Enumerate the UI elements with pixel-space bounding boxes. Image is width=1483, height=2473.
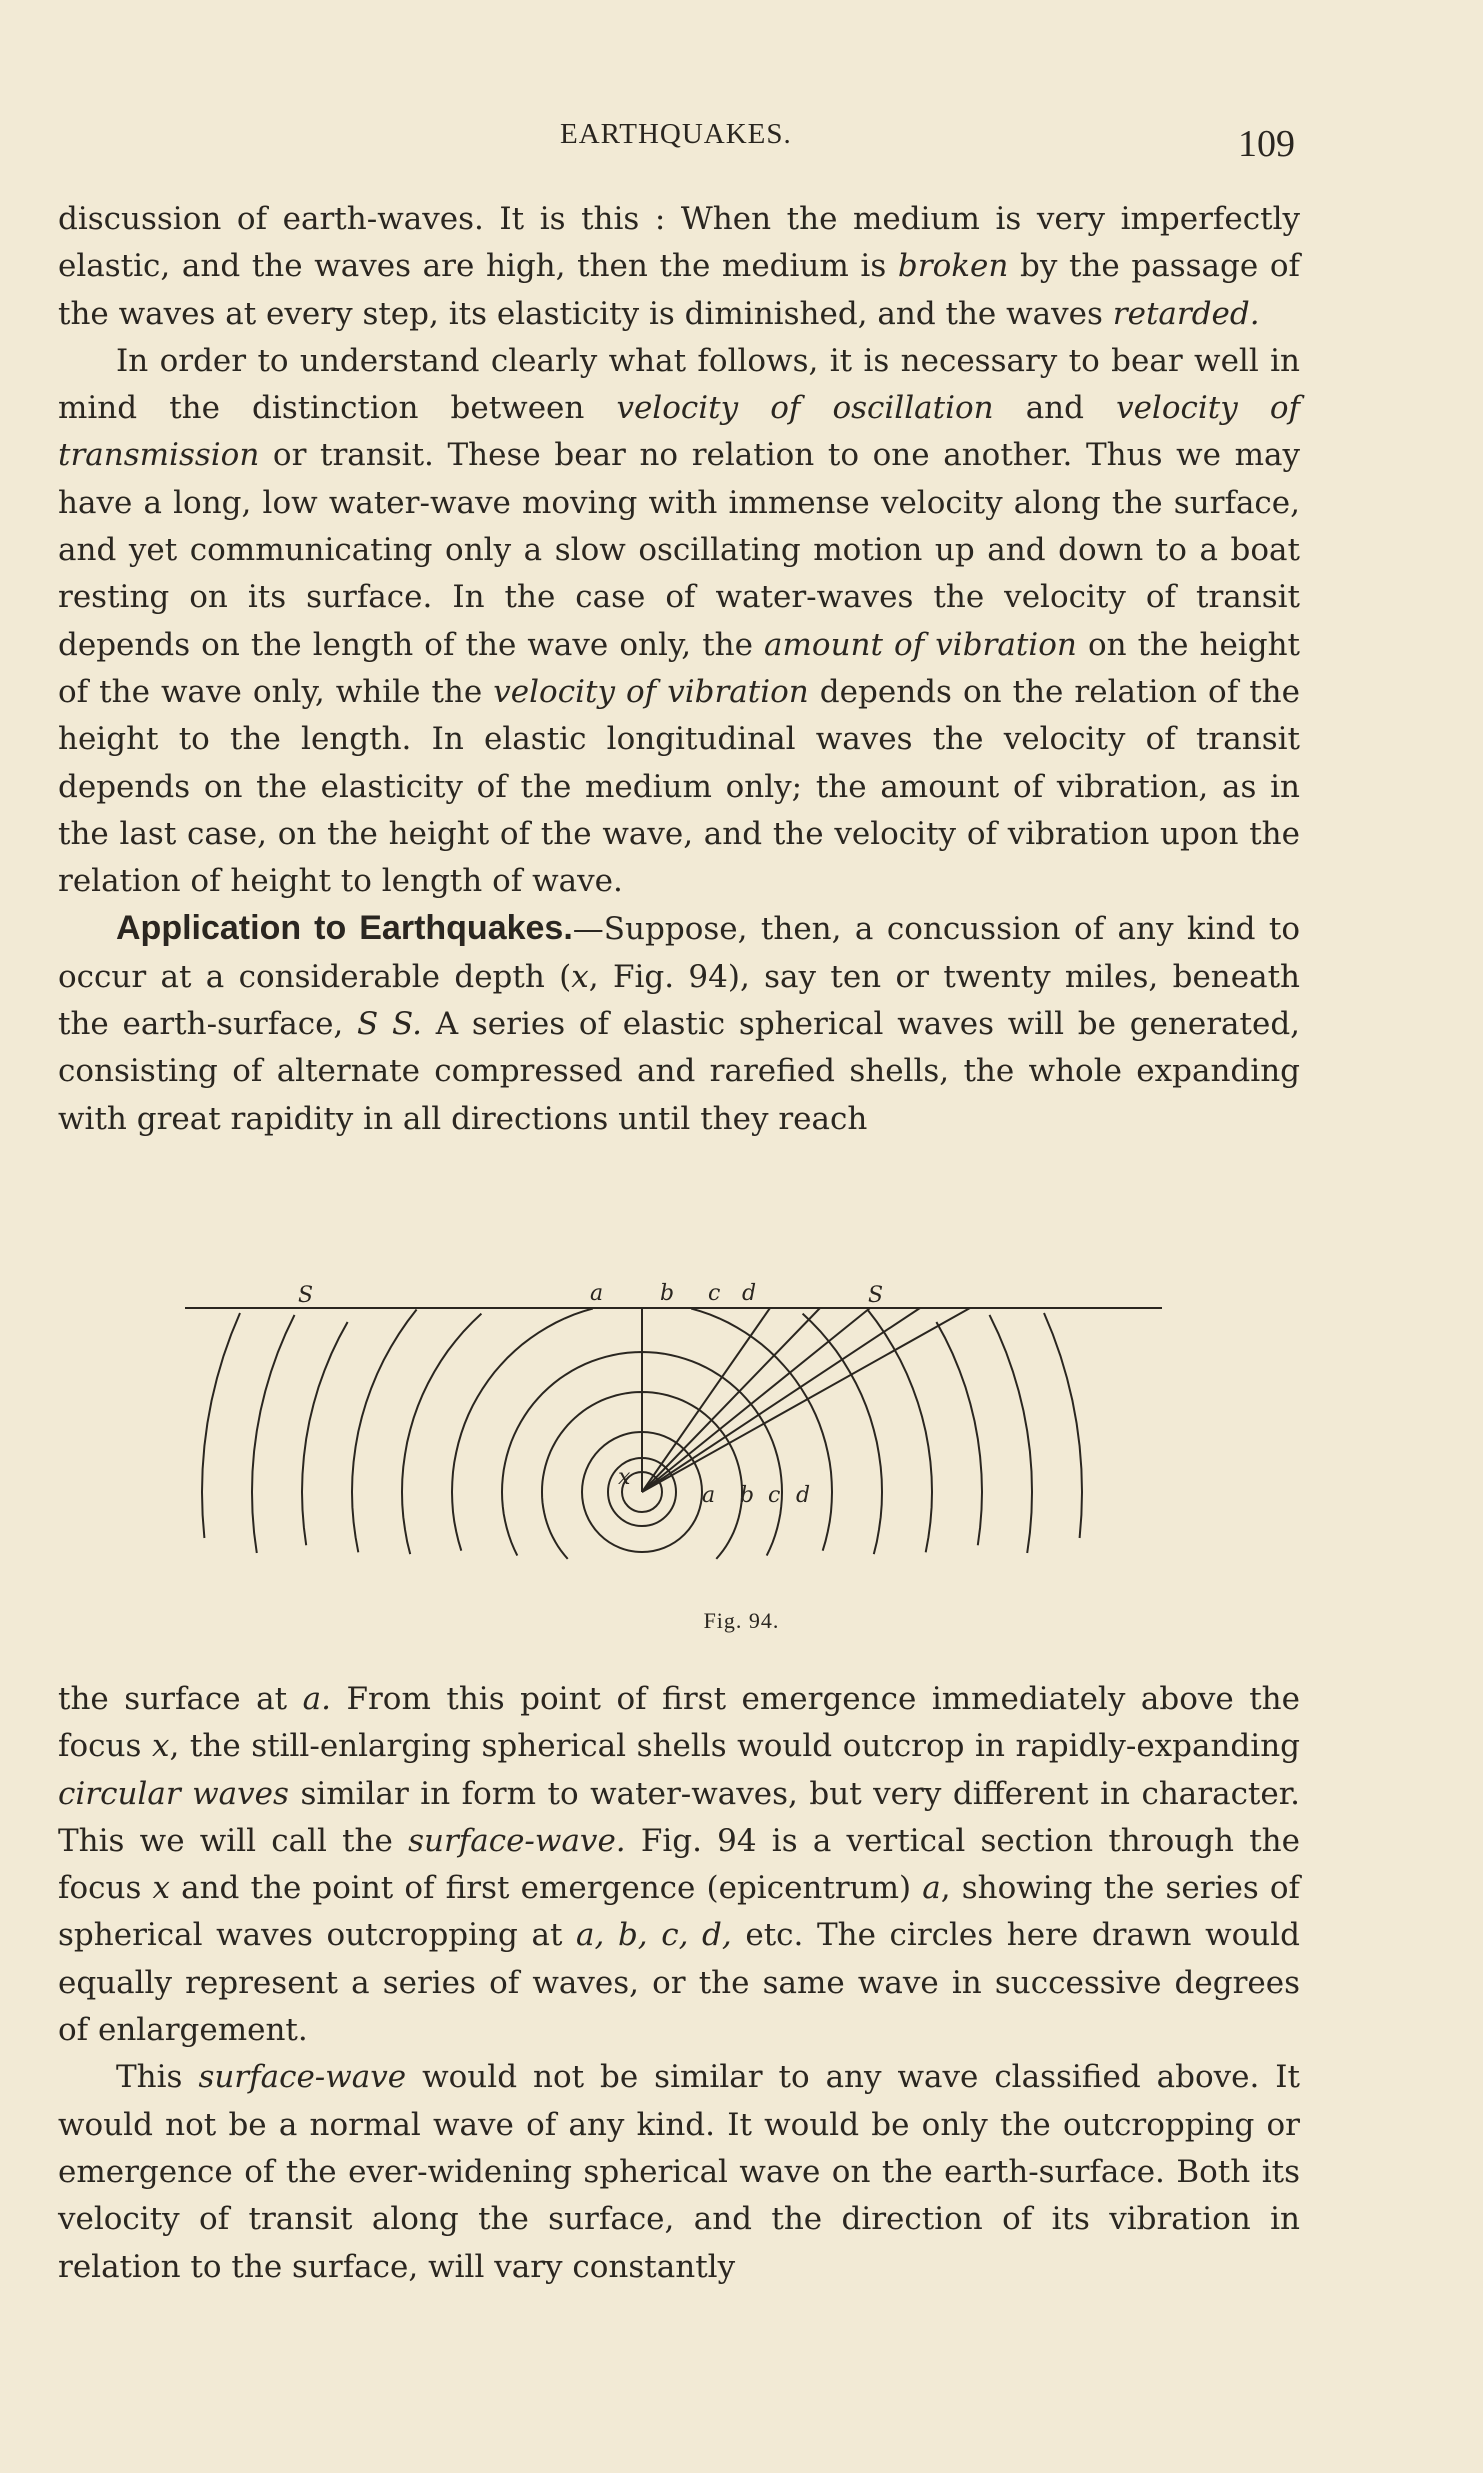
text-run: velocity of transmission <box>58 390 1300 474</box>
text-run: similar in form to water-waves, but very different in character. This we will call the <box>58 1775 1301 1859</box>
wave-ray <box>642 1308 970 1492</box>
label-top-d: d <box>742 1281 757 1306</box>
running-head: EARTHQUAKES. <box>560 118 792 150</box>
text-run: or transit. These bear no relation to one another. Thus we may have a long, low water-wave moving with immense velocity along the surface, and yet communicating only a slow oscillating motion up and down to a boat resting on its surface. In the case of water-waves the velocity of transit depends on the length of the wave only, the <box>58 437 1300 663</box>
text-run: a. <box>302 1681 331 1717</box>
label-bottom-c: c <box>768 1483 781 1508</box>
figure-labels <box>298 1281 883 1508</box>
paragraph <box>58 196 1300 338</box>
text-run: , the still-enlarging spherical shells would outcrop in rapidly-expanding <box>169 1728 1301 1765</box>
text-run: a <box>922 1870 941 1907</box>
label-surface-left: S <box>298 1283 314 1308</box>
page-header <box>0 118 1483 178</box>
wave-ray <box>642 1308 870 1492</box>
text-run: depends on the relation of the height to the length. In elastic longitudinal waves the velocity of transit depends on the elasticity of the medium only; the amount of vibration, as in the last case, on the height of the wave, and the velocity of vibration upon the relation of height to length of wave. <box>58 673 1300 900</box>
label-focus: x <box>618 1465 631 1490</box>
text-run: velocity of oscillation <box>616 390 994 427</box>
text-run: x <box>151 1728 170 1765</box>
text-run: , showing the series of spherical waves outcropping at <box>58 1870 1301 1954</box>
text-run: S S. <box>357 1006 423 1043</box>
figure-caption: Fig. 94. <box>703 1608 780 1633</box>
text-run: x <box>152 1870 170 1907</box>
paragraph <box>58 2054 1300 2290</box>
wave-lines <box>185 1308 1162 1559</box>
text-run: discussion of earth-waves. It is this : When the medium is very imperfectly elastic, and the waves are high, then the medium is <box>58 201 1300 285</box>
text-run: and <box>993 390 1117 427</box>
body-text-bottom <box>58 1676 1300 2291</box>
label-top-a: a <box>590 1281 604 1306</box>
text-run: etc. The circles here drawn would equally represent a series of waves, or the same wave in successive degrees of enlargement. <box>58 1917 1300 2049</box>
text-run: , Fig. 94), say ten or twenty miles, beneath the earth-surface, <box>58 958 1301 1043</box>
text-run: on the height of the wave only, while the <box>58 626 1300 710</box>
section-heading: Application to Earthquakes. <box>116 909 573 948</box>
wave-ray <box>642 1308 820 1492</box>
wave-ray <box>642 1308 770 1492</box>
text-run: broken <box>897 248 1009 285</box>
label-top-b: b <box>660 1281 675 1306</box>
text-run: From this point of first emergence immediately above the focus <box>58 1681 1300 1765</box>
text-run: would not be similar to any wave classified above. It would not be a normal wave of any kind. It would be only the outcropping or emergence of the ever-widening spherical wave on the earth-surface. Both its velocity of transit along the surface, and the direction of its vibration in relation to the surface, will vary constantly <box>58 2059 1301 2285</box>
text-run: retarded. <box>1112 295 1260 332</box>
label-bottom-a: a <box>702 1483 716 1508</box>
text-run: and the point of first emergence (epicentrum) <box>169 1870 923 1907</box>
label-bottom-b: b <box>740 1483 755 1508</box>
wave-diagram <box>180 1270 1180 1600</box>
paragraph <box>58 338 1300 906</box>
text-run: a, b, c, d, <box>576 1917 732 1954</box>
paragraph <box>58 905 1300 1142</box>
text-run: amount of vibration <box>764 626 1077 663</box>
text-run: x <box>571 958 589 995</box>
label-top-c: c <box>708 1281 721 1306</box>
paragraph <box>58 1676 1300 2054</box>
figure-94 <box>180 1270 1180 1600</box>
text-run: In order to understand clearly what follows, it is necessary to bear well in mind the distinction between <box>58 342 1300 427</box>
text-run: A series of elastic spherical waves will be generated, consisting of alternate compressed and rarefied shells, the whole expanding with great rapidity in all directions until they reach <box>58 1006 1301 1137</box>
page-number: 109 <box>1238 123 1295 165</box>
text-run: Fig. 94 is a vertical section through the focus <box>58 1822 1300 1907</box>
body-text-top <box>58 196 1300 1143</box>
text-run: surface-wave <box>198 2059 407 2096</box>
text-run: by the passage of the waves at every step, its elasticity is diminished, and the waves <box>58 248 1300 332</box>
label-surface-right: S <box>868 1283 884 1308</box>
text-run: the surface at <box>58 1681 303 1717</box>
text-run: —Suppose, then, a concussion of any kind to occur at a considerable depth ( <box>58 911 1300 995</box>
label-bottom-d: d <box>796 1483 811 1508</box>
text-run: velocity of vibration <box>493 673 809 710</box>
text-run: surface-wave. <box>408 1822 626 1859</box>
text-run: This <box>116 2059 199 2096</box>
text-run: circular waves <box>58 1775 289 1812</box>
